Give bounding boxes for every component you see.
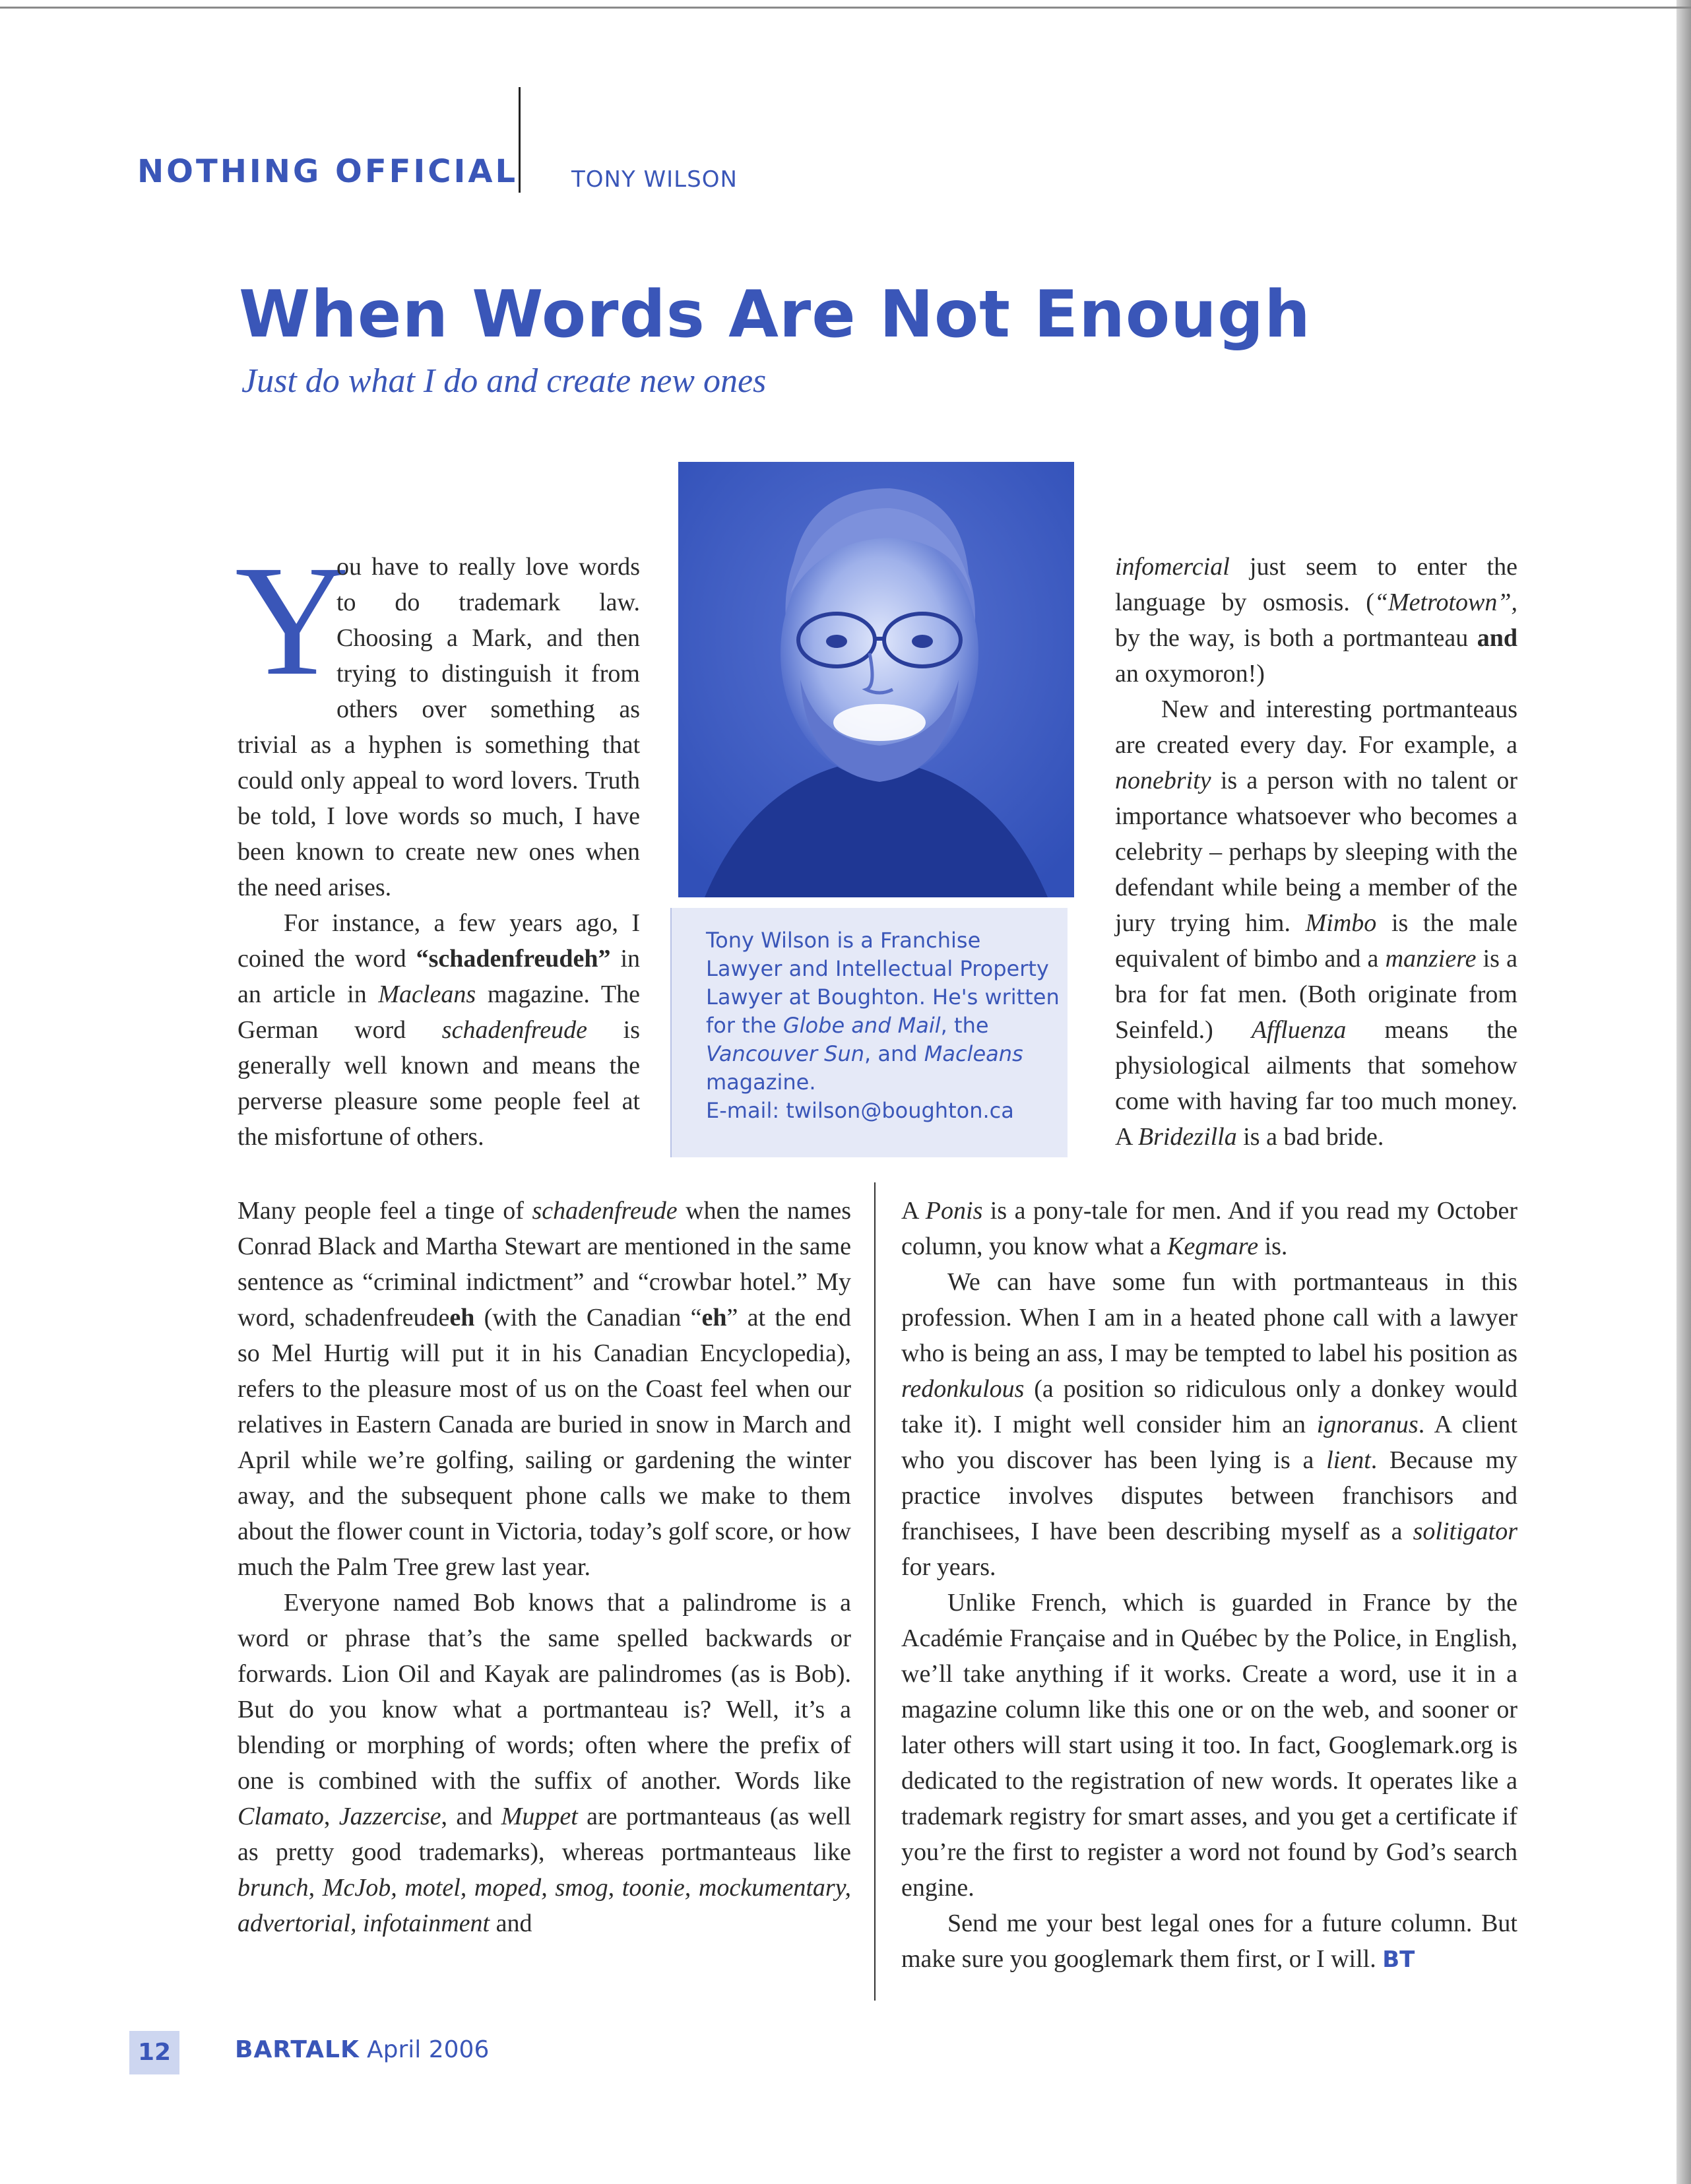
text: in an article in xyxy=(238,945,641,1008)
text: magazine. The German word xyxy=(238,980,640,1044)
text: Unlike French, which is guarded in France by the Académie Française and in Québec by the Police, in English, we’ll take anything if it works. Create a word, use it in a magazine column like this one or on the web, and sooner or later others will start using it too. In fact, Googlemark.org is dedicated to the registration of new words. It operates like a trademark registry for smart asses, and you get a certificate if you’re the first to register a word not found by God’s search engine. xyxy=(901,1589,1517,1902)
text: New and interesting portmanteaus are created every day. For example, a xyxy=(1115,695,1517,759)
text: infomercial xyxy=(1115,553,1230,581)
text: manziere xyxy=(1385,945,1477,973)
paragraph-1-text: ou have to really love words to do trademark law. Choosing a Mark, and then trying to distinguish it from others over something as trivial as a hyphen is something that could only appeal to word lovers. Truth be told, I love words so much, I have been known to create new ones when the need arises. xyxy=(238,553,640,901)
text: Kegmare xyxy=(1167,1233,1259,1260)
footer-publication: BARTALK xyxy=(235,2036,360,2063)
text: schadenfreude xyxy=(441,1016,587,1044)
paragraph-4 xyxy=(1115,691,1517,1155)
text: (a position so ridiculous only a donkey would take it). I might well consider him an xyxy=(901,1375,1517,1438)
text: A xyxy=(901,1197,926,1225)
text: schadenfreude xyxy=(532,1197,678,1225)
bio-tail: magazine. xyxy=(706,1070,816,1095)
author-bio-text xyxy=(706,926,1062,1125)
text: (with the Canadian “ xyxy=(474,1304,702,1332)
text: and xyxy=(456,1803,493,1830)
text: are portmanteaus (as well as pretty good trademarks), whereas portmanteaus like xyxy=(238,1803,852,1866)
column-left-bottom xyxy=(238,1193,851,1941)
text: just seem to enter the language by osmosis. ( xyxy=(1115,553,1517,616)
page-number: 12 xyxy=(129,2031,179,2074)
column-divider xyxy=(874,1182,876,2001)
coined-word: “schadenfreudeh” xyxy=(416,945,611,973)
paragraph-5 xyxy=(901,1264,1517,1585)
text: Macleans xyxy=(378,980,476,1008)
author-email: E-mail: twilson@boughton.ca xyxy=(706,1098,1014,1123)
author-label: TONY WILSON xyxy=(571,166,738,193)
text: for years. xyxy=(901,1553,996,1581)
text: is a pony-tale for men. And if you read my October column, you know what a xyxy=(901,1197,1517,1260)
paragraph-7 xyxy=(901,1906,1517,1977)
text: and xyxy=(495,1910,532,1937)
text: We can have some fun with portmanteaus in this profession. When I am in a heated phone call with a lawyer who is being an ass, I may be tempted to label his position as xyxy=(901,1268,1517,1367)
text: is the male equivalent of bimbo and a xyxy=(1115,909,1517,973)
text: lient xyxy=(1326,1446,1371,1474)
text: is a bra for fat men. (Both originate from Seinfeld.) xyxy=(1115,945,1517,1044)
author-portrait-image xyxy=(678,462,1074,897)
text: by the way, is both a portmanteau xyxy=(1115,624,1477,652)
author-bio-box xyxy=(670,908,1068,1157)
paragraph-3: Everyone named Bob knows that a palindrome is a word or phrase that’s the same spelled backwards or forwards. Lion Oil and Kayak are palindromes (as is Bob). But do you know what a portmanteau is? Well, it’s a blending or morphing of words; often where the prefix of one is combined with the suffix of another. Words like Clamato, Jazzercise, and Muppet are portmanteaus (as well as pretty good trademarks), whereas portmanteaus like brunch, McJob, motel, moped, smog, toonie, mockumentary, advertorial, infotainment and xyxy=(238,1589,852,1937)
text: Ponis xyxy=(925,1197,983,1225)
bio-text: Tony Wilson is a Franchise Lawyer and Intellectual Property Lawyer at Boughton. He's written for the xyxy=(706,928,1060,1038)
text: Affluenza xyxy=(1251,1016,1347,1044)
footer-date: April 2006 xyxy=(367,2036,490,2063)
paragraph-2-cont xyxy=(238,1193,851,1585)
paragraph-4-cont xyxy=(901,1193,1517,1264)
text: Many people feel a tinge of xyxy=(238,1197,532,1225)
bio-pub-globe: Globe and Mail xyxy=(782,1013,941,1038)
text: . Because my practice involves disputes between franchisors and franchisees, I have been describing myself as a xyxy=(901,1446,1518,1545)
text: Send me your best legal ones for a future column. But make sure you googlemark them first, or I will. xyxy=(901,1910,1517,1973)
text: is a person with no talent or importance whatsoever who becomes a celebrity – perhaps by sleeping with the defendant while being a member of the jury trying him. xyxy=(1115,767,1517,937)
text: Clamato xyxy=(238,1803,324,1830)
text: when the names Conrad Black and Martha Stewart are mentioned in the same sentence as “criminal indictment” and “crowbar hotel.” My word, schadenfreude xyxy=(238,1197,851,1332)
text: Everyone named Bob knows that a palindrome is a word or phrase that’s the same spelled backwards or forwards. Lion Oil and Kayak are palindromes (as is Bob). But do you know what a portmanteau is? Well, it’s a blending or morphing of words; often where the prefix of one is combined with the suffix of another. Words like xyxy=(238,1589,851,1795)
section-label: NOTHING OFFICIAL xyxy=(137,153,519,190)
text: eh xyxy=(701,1304,727,1332)
text: For instance, a few years ago, I coined the word xyxy=(238,909,640,973)
text: is. xyxy=(1258,1233,1288,1260)
article-title: When Words Are Not Enough xyxy=(239,277,1311,352)
header-divider xyxy=(519,87,521,193)
text: nonebrity xyxy=(1115,767,1211,794)
paragraph-6 xyxy=(901,1585,1517,1906)
column-right-bottom xyxy=(901,1193,1517,1977)
text: ” at the end so Mel Hurtig will put it in his Canadian Encyclopedia), refers to the pleasure most of us on the Coast feel when our relatives in Eastern Canada are buried in snow in March and April while we’re golfing, sailing or gardening the winter away, and the subsequent phone calls we make to them about the flower count in Victoria, today’s golf score, or how much the Palm Tree grew last year. xyxy=(238,1304,851,1581)
bio-pub-macleans: Macleans xyxy=(924,1041,1023,1066)
text: an oxymoron!) xyxy=(1115,660,1265,688)
text: is generally well known and means the perverse pleasure some people feel at the misfortune of others. xyxy=(238,1016,640,1151)
text: ignoranus xyxy=(1316,1411,1419,1438)
text: brunch, McJob, motel, moped, smog, toonie, mockumentary, advertorial, infotainment xyxy=(238,1874,851,1937)
paragraph-2 xyxy=(238,905,640,1155)
bio-sep: , the xyxy=(940,1013,989,1038)
article-deck: Just do what I do and create new ones xyxy=(241,362,767,400)
page-edge xyxy=(1676,0,1691,2184)
end-mark: BT xyxy=(1382,1946,1415,1973)
text: Muppet xyxy=(501,1803,578,1830)
text: and xyxy=(1477,624,1517,652)
bio-pub-sun: Vancouver Sun xyxy=(706,1041,865,1066)
column-left-top xyxy=(235,532,641,1155)
text: eh xyxy=(449,1304,475,1332)
text: “Metrotown”, xyxy=(1374,589,1517,616)
text: means the physiological ailments that somehow come with having far too much money. A xyxy=(1115,1016,1517,1151)
text: Mimbo xyxy=(1305,909,1377,937)
bio-sep: , and xyxy=(864,1041,924,1066)
text: solitigator xyxy=(1413,1518,1517,1545)
text: Jazzercise xyxy=(338,1803,441,1830)
paragraph-3-cont xyxy=(1115,549,1517,691)
text: redonkulous xyxy=(901,1375,1025,1403)
text: Bridezilla xyxy=(1137,1123,1237,1151)
top-rule xyxy=(0,7,1691,9)
text: is a bad bride. xyxy=(1236,1123,1384,1151)
column-right-top xyxy=(1115,549,1517,1155)
text: . A client who you discover has been lying is a xyxy=(901,1411,1517,1474)
author-photo xyxy=(678,462,1074,897)
drop-cap: Y xyxy=(235,532,350,708)
